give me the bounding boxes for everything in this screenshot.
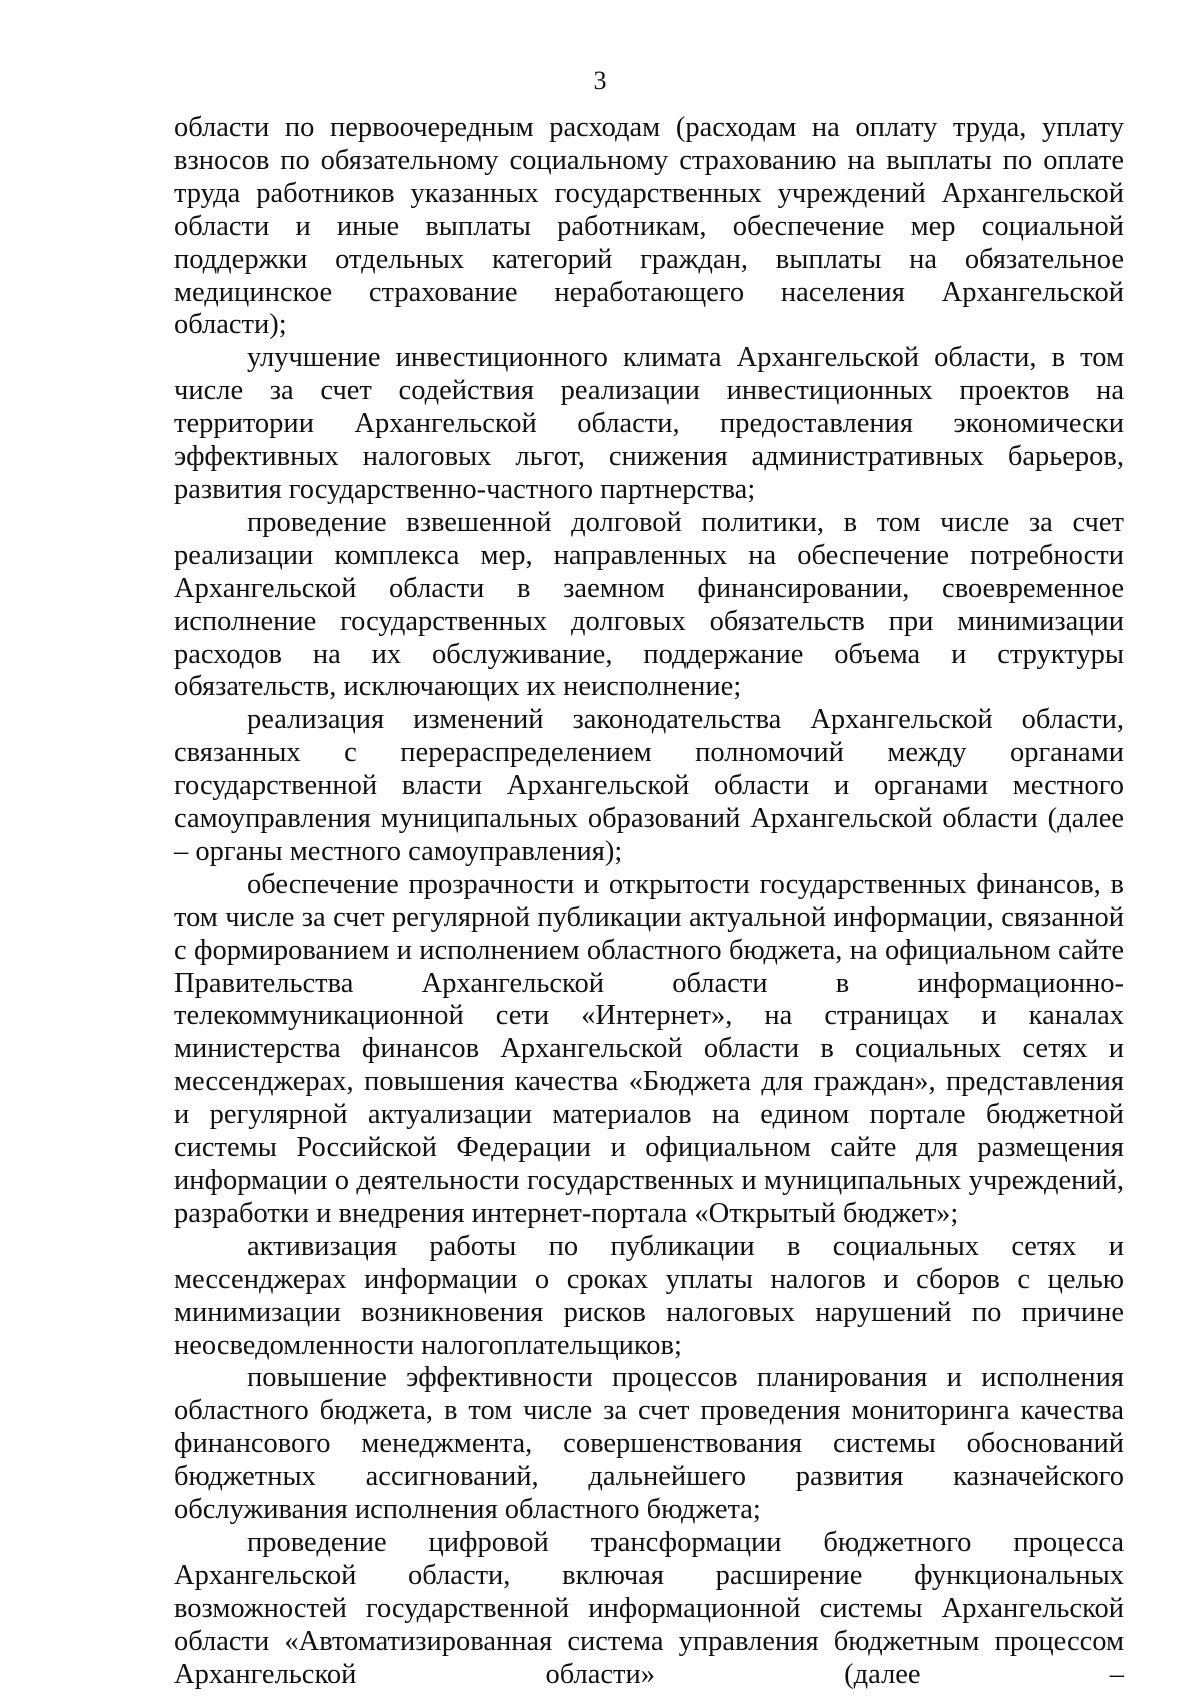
paragraph-investment-climate: улучшение инвестиционного климата Архангельской области, в том числе за счет содействия реализации инвестиционных проектов на территории Архангельской области, предоставления экономически эффективных налоговых льгот, снижения административных барьеров, развития государственно-частного партнерства; xyxy=(174,342,1124,505)
paragraph-budget-efficiency: повышение эффективности процессов планирования и исполнения областного бюджета, в том числе за счет проведения мониторинга качества финансового менеджмента, совершенствования системы обоснований бюджетных ассигнований, дальнейшего развития казначейского обслуживания исполнения областного бюджета; xyxy=(174,1362,1124,1526)
document-body xyxy=(174,112,1124,1692)
paragraph-digital-transformation: проведение цифровой трансформации бюджетного процесса Архангельской области, включая расширение функциональных возможностей государственной информационной системы Архангельской области «Автоматизированная система управления бюджетным процессом Архангельской области» (далее – xyxy=(174,1526,1124,1690)
page-number: 3 xyxy=(593,66,607,95)
paragraph-debt-policy: проведение взвешенной долговой политики, в том числе за счет реализации комплекса мер, направленных на обеспечение потребности Архангельской области в заемном финансировании, своевременное исполнение государственных долговых обязательств при минимизации расходов на их обслуживание, поддержание объема и структуры обязательств, исключающих их неисполнение; xyxy=(174,506,1124,703)
paragraph-legislation-changes: реализация изменений законодательства Архангельской области, связанных с перераспределением полномочий между органами государственной власти Архангельской области и органами местного самоуправления муниципальных образований Архангельской области (далее – органы местного самоуправления); xyxy=(174,704,1124,867)
paragraph-transparency: обеспечение прозрачности и открытости государственных финансов, в том числе за счет регулярной публикации актуальной информации, связанной с формированием и исполнением областного бюджета, на официальном сайте Правительства Архангельской области в информационно-телекоммуникационной сети «Интернет», на страницах и каналах министерства финансов Архангельской области в социальных сетях и мессенджерах, повышения качества «Бюджета для граждан», представления и регулярной актуализации материалов на едином портале бюджетной системы Российской Федерации и официальном сайте для размещения информации о деятельности государственных и муниципальных учреждений, разработки и внедрения интернет-портала «Открытый бюджет»; xyxy=(174,868,1124,1229)
paragraph-tax-publication: активизация работы по публикации в социальных сетях и мессенджерах информации о сроках уплаты налогов и сборов с целью минимизации возникновения рисков налоговых нарушений по причине неосведомленности налогоплательщиков; xyxy=(174,1230,1124,1361)
paragraph-continuation: области по первоочередным расходам (расходам на оплату труда, уплату взносов по обязательному социальному страхованию на выплаты по оплате труда работников указанных государственных учреждений Архангельской области и иные выплаты работникам, обеспечение мер социальной поддержки отдельных категорий граждан, выплаты на обязательное медицинское страхование неработающего населения Архангельской области); xyxy=(174,112,1124,341)
